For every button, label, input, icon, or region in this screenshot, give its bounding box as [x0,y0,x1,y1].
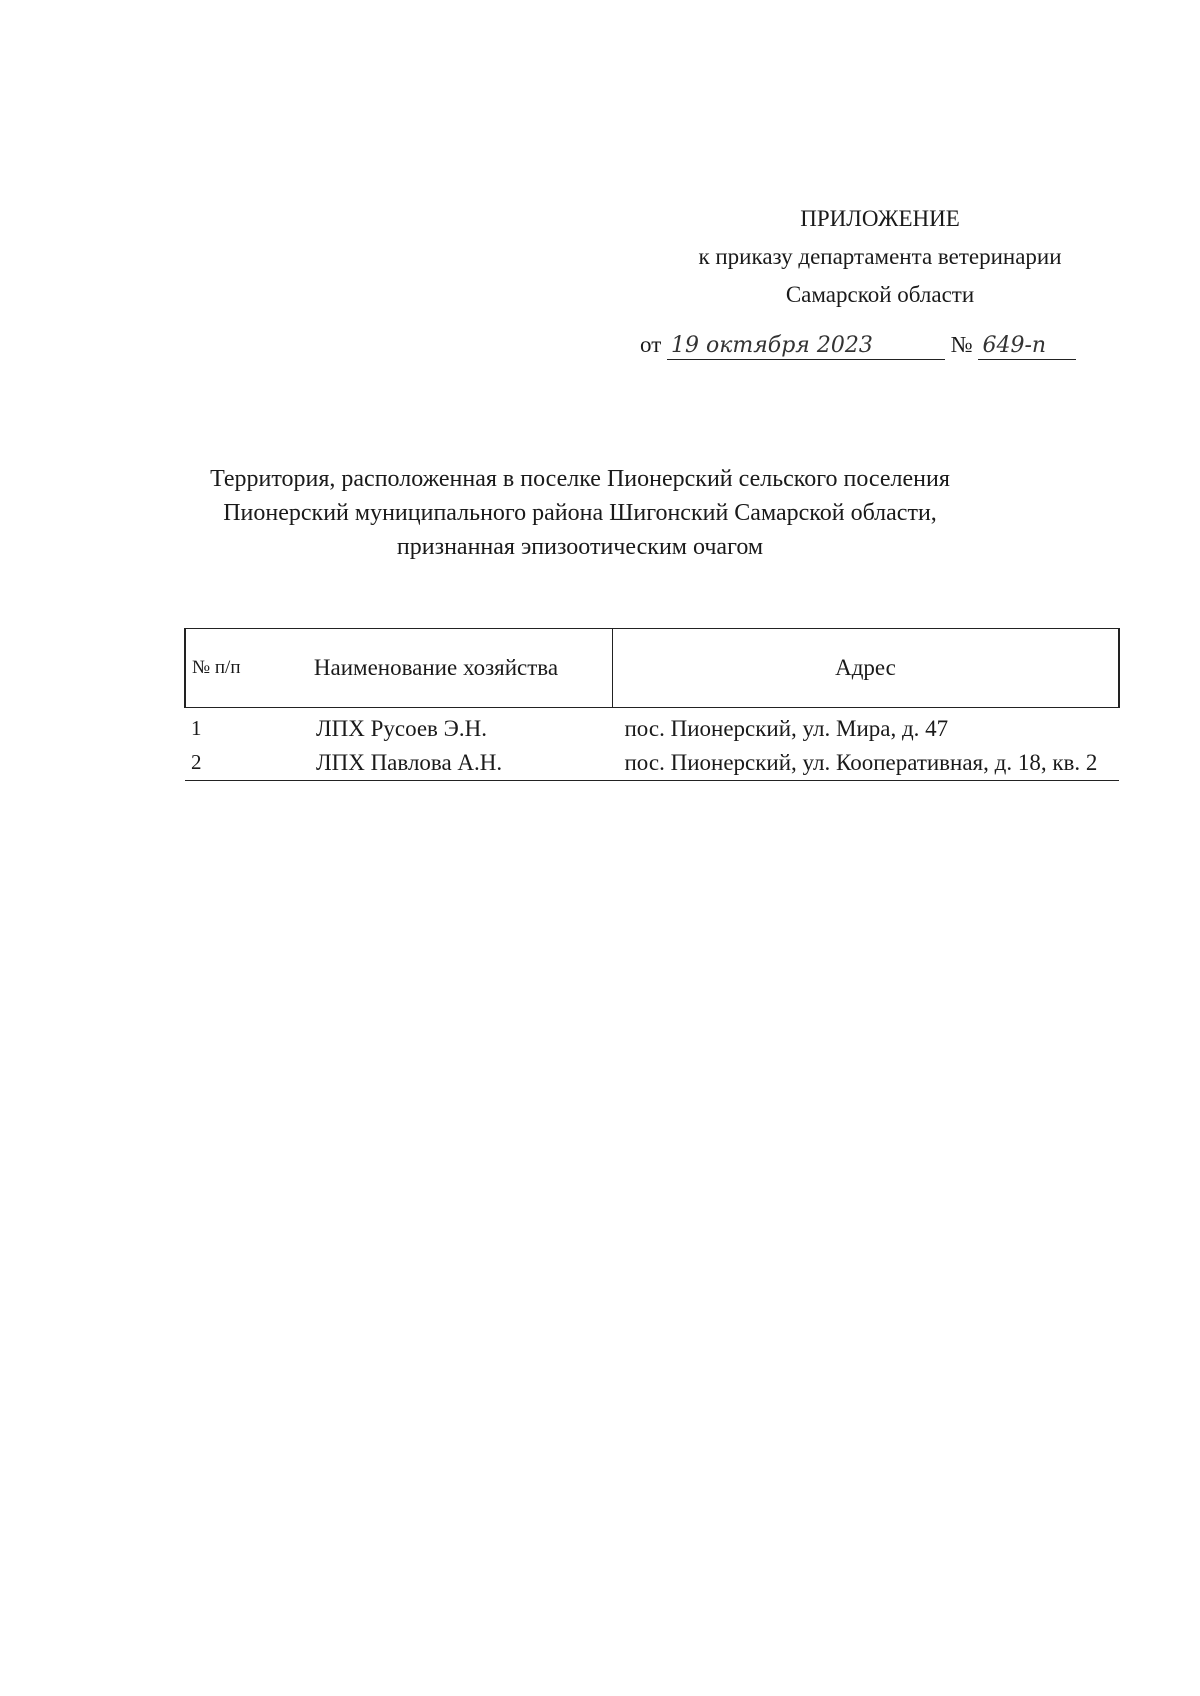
farms-table [184,628,1120,781]
header-address: Адрес [613,629,1120,708]
document-title [180,462,980,564]
header-num: № п/п [185,629,260,708]
order-reference [640,332,1140,360]
order-number-handwritten: 649-п [978,333,1076,360]
row-address: пос. Пионерский, ул. Кооперативная, д. 18, кв. 2 [613,746,1120,781]
table-header-row [185,629,1119,708]
header-name: Наименование хозяйства [260,629,613,708]
row-num: 2 [185,746,260,781]
row-address: пос. Пионерский, ул. Мира, д. 47 [624,716,949,741]
title-line-1: Территория, расположенная в поселке Пионерский сельского поселения [210,466,950,492]
table-row [185,746,1119,781]
approval-region-line: Самарской области [785,282,975,307]
number-label: № [950,332,973,357]
approval-order-line: к приказу департамента ветеринарии [698,244,1062,269]
row-farm-name: ЛПХ Павлова А.Н. [260,746,613,781]
approval-block [640,200,1120,314]
row-farm-name: ЛПХ Русоев Э.Н. [316,716,487,741]
row-num: 1 [191,716,202,740]
title-line-3: признанная эпизоотическим очагом [396,534,764,560]
title-line-2: Пионерский муниципального района Шигонский Самарской области, [223,500,937,526]
table-row [185,708,1119,747]
order-date-handwritten: 19 октября 2023 [667,333,945,360]
approval-heading: ПРИЛОЖЕНИЕ [800,206,960,231]
from-label: от [640,332,662,357]
